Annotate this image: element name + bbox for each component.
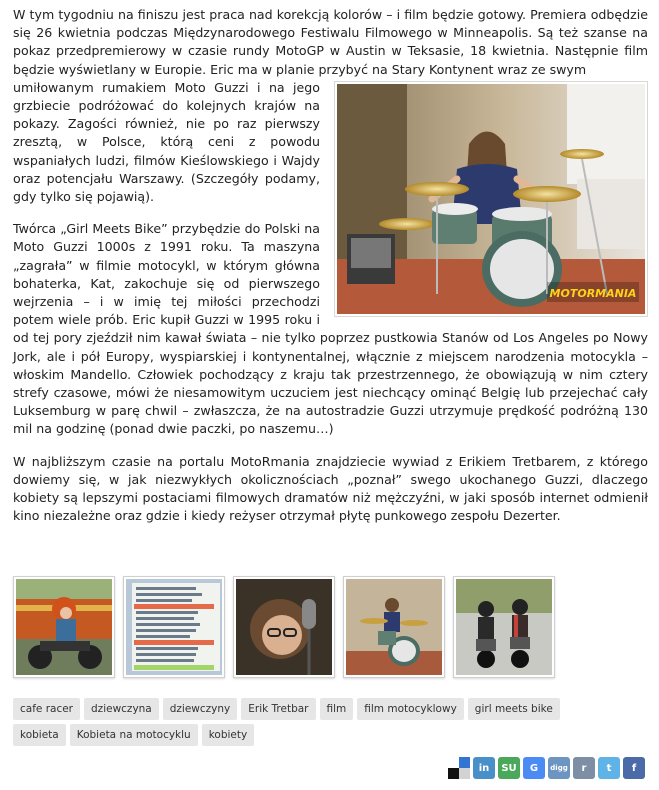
- photo-woman-on-motorcycle-icon: [16, 579, 112, 675]
- tag-link[interactable]: film motocyklowy: [357, 698, 464, 720]
- reddit-icon[interactable]: r: [573, 757, 595, 779]
- drummer-photo[interactable]: [334, 81, 648, 317]
- tag-link[interactable]: dziewczyny: [163, 698, 238, 720]
- delicious-squares: [448, 757, 470, 779]
- tag-link[interactable]: Erik Tretbar: [241, 698, 315, 720]
- gallery-thumb-2[interactable]: [123, 576, 225, 678]
- twitter-icon[interactable]: t: [598, 757, 620, 779]
- gallery-thumb-3[interactable]: [233, 576, 335, 678]
- paragraph-2: Twórca „Girl Meets Bike” przybędzie do Polski na Moto Guzzi 1000s z 1991 roku. Ta maszyna „zagrała” w filmie motocykl, w którym główna bohaterka, Kat, zakochuje się od pierwszego wejrzenia – i w imię tej miłości przechodzi potem wiele prób. Eric kupił Guzzi w 1995 roku i od tej pory zjeździł nim kawał świata – nie tylko poprzez pustkowia Stanów od Los Angeles po Nowy Jork, ale i pół Europy, wyspiarskiej i kontynentalnej, włącznie z miejscem narodzenia motocykla – włoskim Mandello. Człowiek pochodzący z kraju tak przestrzennego, że obowiązują w nim cztery strefy czasowe, mówi że niesamowitym uczuciem jest niechcący ominąć Belgię lub przejechać cały Luksemburg w parę chwil – zwłaszcza, że na autostradzie Guzzi utrzymuje prędkość podróżną 130 mil na godzinę (ponad dwie paczki, po naszemu…): [13, 221, 648, 437]
- photo-drummer-icon: [346, 579, 442, 675]
- photo-watermark: MOTORMANIA: [549, 286, 637, 300]
- google-icon[interactable]: G: [523, 757, 545, 779]
- paragraph-1-intro: W tym tygodniu na finiszu jest praca nad korekcją kolorów – i film będzie gotowy. Premiera odbędzie się 26 kwietnia podczas Międzynarodowego Festiwalu Filmowego w Minneapolis. Są też szanse na pokaz przedpremierowy w czasie rundy MotoGP w Austin w Teksasie, 18 kwietnia. Następnie film będzie wyświetlany w Europie. Eric ma w planie przybyć na Stary Kontynent wraz ze swym: [13, 7, 648, 77]
- photo-man-with-microphone-icon: [236, 579, 332, 675]
- linkedin-icon[interactable]: in: [473, 757, 495, 779]
- tag-link[interactable]: kobiety: [202, 724, 255, 746]
- tag-link[interactable]: film: [320, 698, 354, 720]
- paragraph-3: W najbliższym czasie na portalu MotoRmania znajdziecie wywiad z Erikiem Tretbarem, z którego dowiemy się, w jak niezwykłych okolicznościach „poznał” swego ukochanego Guzzi, dlaczego kobiety są lepszymi postaciami filmowych dramatów niż mężczyźni, w jaki sposób internet odmienił kino niezależne oraz gdzie i kiedy reżyser otrzymał płytę punkowego zespołu Dezerter.: [13, 453, 648, 524]
- digg-icon[interactable]: digg: [548, 757, 570, 779]
- photo-file-list-screen-icon: [126, 579, 222, 675]
- tag-link[interactable]: dziewczyna: [84, 698, 159, 720]
- tag-link[interactable]: girl meets bike: [468, 698, 560, 720]
- tag-link[interactable]: Kobieta na motocyklu: [70, 724, 198, 746]
- stumbleupon-icon[interactable]: SU: [498, 757, 520, 779]
- photo-gallery: [13, 576, 555, 678]
- tag-link[interactable]: kobieta: [13, 724, 66, 746]
- facebook-icon[interactable]: f: [623, 757, 645, 779]
- gallery-thumb-5[interactable]: [453, 576, 555, 678]
- social-share-bar: [448, 757, 645, 779]
- drummer-photo-image: [337, 84, 645, 314]
- photo-two-riders-icon: [456, 579, 552, 675]
- tag-list: [13, 698, 573, 746]
- paragraph-1-continued: umiłowanym rumakiem Moto Guzzi i na jego grzbiecie podróżować do kolejnych krajów na pokazy. Zagości również, nie po raz pierwszy zresztą, w Polsce, którą ceni z powodu wspaniałych ludzi, filmów Kieślowskiego i Wajdy oraz potencjału Warszawy. (Szczegóły podamy, gdy tylko się pojawią).: [13, 79, 320, 205]
- gallery-thumb-4[interactable]: [343, 576, 445, 678]
- gallery-thumb-1[interactable]: [13, 576, 115, 678]
- delicious-icon[interactable]: [448, 757, 470, 779]
- tag-link[interactable]: cafe racer: [13, 698, 80, 720]
- article-body: [13, 6, 648, 539]
